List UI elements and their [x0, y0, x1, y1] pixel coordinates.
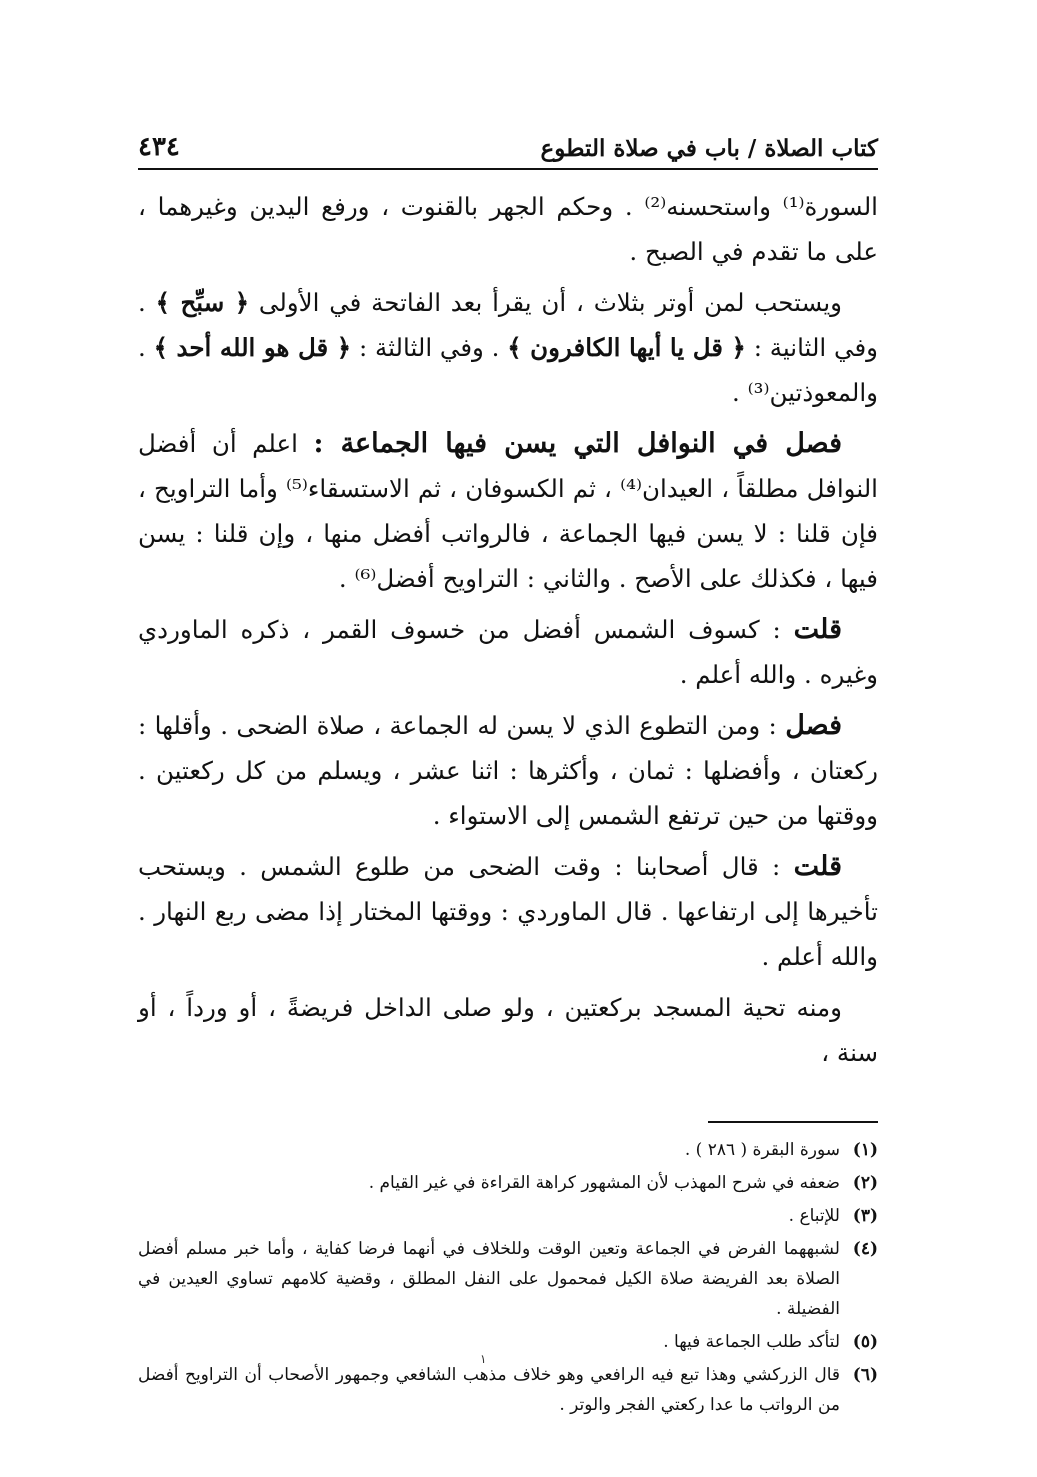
paragraph-2-text-a: ويستحب لمن أوتر بثلاث ، أن يقرأ بعد الفاتحة في الأولى	[258, 288, 842, 317]
paragraph-6	[138, 844, 878, 979]
footnote-item	[138, 1327, 878, 1357]
paragraph-2-text-b: . وفي الثانية :	[138, 288, 878, 362]
fasl-lead: فصل	[785, 710, 842, 741]
page	[138, 118, 878, 1423]
paragraph-4	[138, 607, 878, 697]
qult-lead-2: قلت	[793, 851, 843, 882]
footnotes	[138, 1135, 878, 1420]
paragraph-5	[138, 703, 878, 838]
paragraph-6-text: : قال أصحابنا : وقت الضحى من طلوع الشمس . ويستحب تأخيرها إلى ارتفاعها . قال الماوردي : ووقتها المختار إذا مضى ربع النهار . والله أعلم .	[138, 852, 878, 971]
footnote-text: لتأكد طلب الجماعة فيها .	[663, 1332, 840, 1352]
footnote-number: (٤)	[852, 1239, 878, 1259]
quran-quote-1: ﴿ سبِّح ﴾	[155, 288, 250, 317]
footnote-text: للإتباع .	[788, 1206, 840, 1226]
footnote-item	[138, 1201, 878, 1231]
paragraph-2-text-d: . والمعوذتين⁽³⁾ .	[138, 333, 878, 407]
quran-quote-2: ﴿ قل يا أيها الكافرون ﴾	[507, 333, 746, 362]
footnote-text: ضعفه في شرح المهذب لأن المشهور كراهة القراءة في غير القيام .	[368, 1173, 840, 1193]
qult-lead: قلت	[793, 614, 842, 645]
running-header	[138, 118, 878, 170]
footnote-number: (٦)	[852, 1365, 878, 1385]
footnote-number: (٢)	[852, 1173, 878, 1193]
page-mark: ١	[480, 1352, 487, 1366]
footnote-item	[138, 1168, 878, 1198]
paragraph-2-text-c: . وفي الثالثة :	[358, 333, 500, 362]
footnote-divider	[708, 1121, 878, 1123]
paragraph-5-text: : ومن التطوع الذي لا يسن له الجماعة ، صلاة الضحى . وأقلها : ركعتان ، وأفضلها : ثمان ، وأكثرها : اثنا عشر ، ويسلم من كل ركعتين . ووقتها من حين ترتفع الشمس إلى الاستواء .	[138, 711, 878, 830]
paragraph-7: ومنه تحية المسجد بركعتين ، ولو صلى الداخل فريضةً ، أو ورداً ، أو سنة ،	[138, 993, 878, 1067]
paragraph-4-text: : كسوف الشمس أفضل من خسوف القمر ، ذكره الماوردي وغيره . والله أعلم .	[138, 615, 878, 689]
footnote-text: لشبههما الفرض في الجماعة وتعين الوقت وللخلاف في أنهما فرضا كفاية ، وأما خبر مسلم أفضل الصلاة بعد الفريضة صلاة الكيل فمحمول على النفل المطلق ، وقضية كلامهم تساوي العيدين في الفضيلة .	[138, 1239, 840, 1319]
footnote-number: (٣)	[852, 1206, 878, 1226]
quran-quote-3: ﴿ قل هو الله أحد ﴾	[153, 333, 352, 362]
footnote-text: سورة البقرة ( ٢٨٦ ) .	[684, 1140, 840, 1160]
footnote-text: قال الزركشي وهذا تبع فيه الرافعي وهو خلاف مذهب الشافعي وجمهور الأصحاب أن التراويح أفضل من الرواتب ما عدا ركعتي الفجر والوتر .	[138, 1365, 840, 1415]
footnote-item	[138, 1135, 878, 1165]
chapter-title: كتاب الصلاة / باب في صلاة التطوع	[540, 135, 878, 162]
paragraph-3	[138, 421, 878, 601]
page-number: ٤٣٤	[138, 132, 180, 162]
main-text	[138, 184, 878, 1075]
paragraph-3-text: اعلم أن أفضل النوافل مطلقاً ، العيدان⁽⁴⁾ ، ثم الكسوفان ، ثم الاستسقاء⁽⁵⁾ وأما التراويح ، فإن قلنا : لا يسن فيها الجماعة ، فالرواتب أفضل منها ، وإن قلنا : يسن فيها ، فكذلك على الأصح . والثاني : التراويح أفضل⁽⁶⁾ .	[138, 429, 878, 593]
paragraph-2	[138, 280, 878, 415]
footnote-number: (١)	[852, 1140, 878, 1160]
footnote-number: (٥)	[852, 1332, 878, 1352]
paragraph-1: السورة⁽¹⁾ واستحسنه⁽²⁾ . وحكم الجهر بالقنوت ، ورفع اليدين وغيرهما ، على ما تقدم في الصبح .	[138, 192, 878, 266]
footnote-item	[138, 1234, 878, 1324]
footnote-item	[138, 1360, 878, 1420]
section-heading: فصل في النوافل التي يسن فيها الجماعة :	[313, 428, 842, 459]
